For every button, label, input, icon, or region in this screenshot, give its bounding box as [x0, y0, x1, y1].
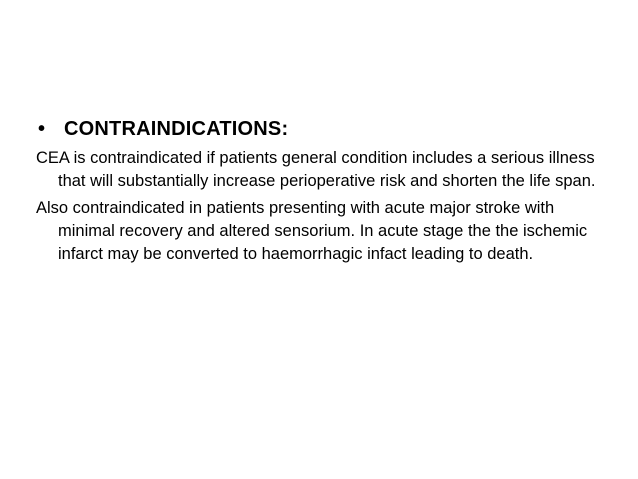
- slide-content: [36, 118, 606, 270]
- paragraph-cea-contraindication: CEA is contraindicated if patients general condition includes a serious illness that will substantially increase perioperative risk and shorten the life span.: [36, 149, 596, 190]
- slide-heading: CONTRAINDICATIONS:: [64, 118, 289, 140]
- heading-row: [36, 118, 606, 141]
- bullet-icon: •: [38, 118, 46, 140]
- paragraph-acute-stroke: Also contraindicated in patients presenting with acute major stroke with minimal recovery and altered sensorium. In acute stage the the ischemic infarct may be converted to haemorrhagic infact leading to death.: [36, 199, 588, 263]
